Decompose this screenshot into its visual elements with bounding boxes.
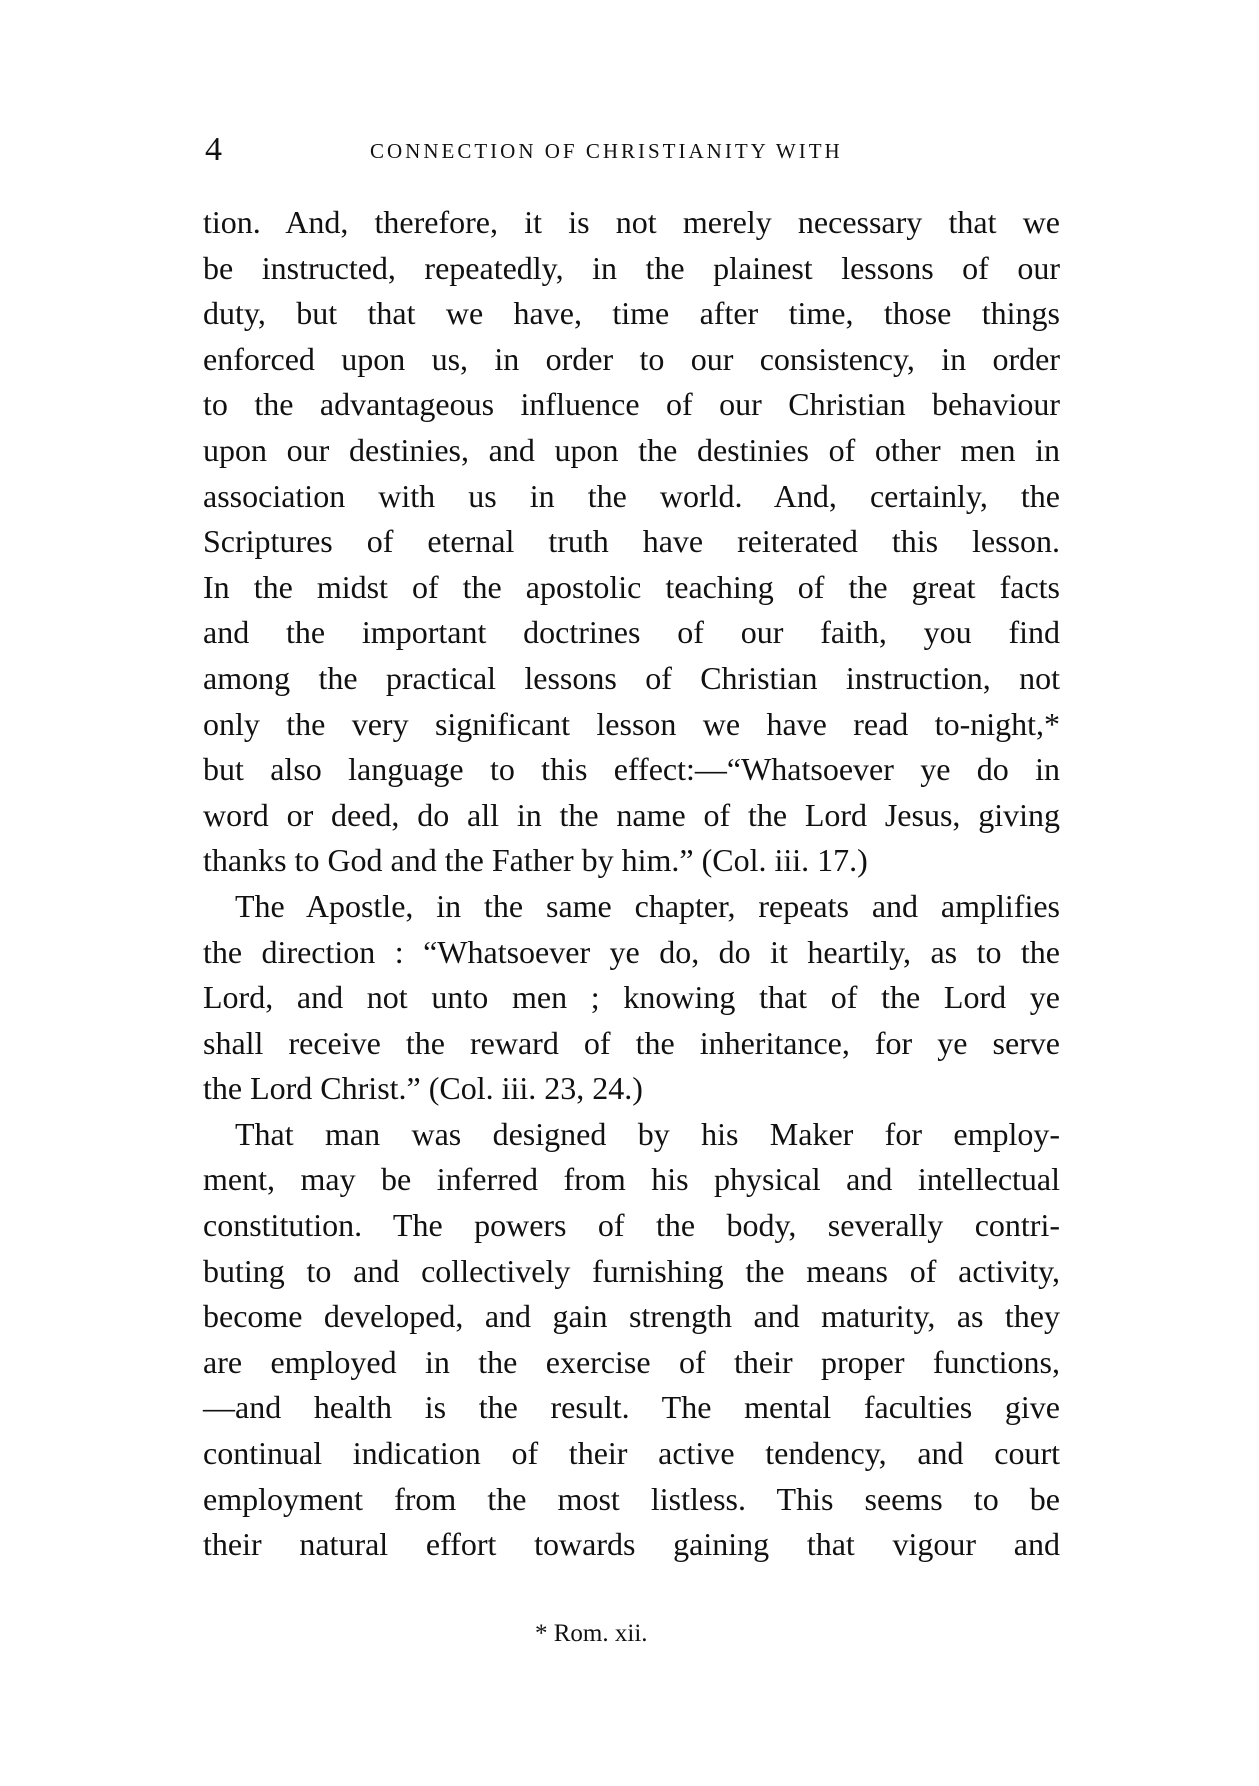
text-line: enforced upon us, in order to our consistency, in order — [203, 340, 1060, 377]
text-line: employment from the most listless. This seems to be — [203, 1480, 1060, 1517]
text-line: Scriptures of eternal truth have reiterated this lesson. — [203, 523, 1060, 560]
text-line: buting to and collectively furnishing the means of activity, — [203, 1252, 1060, 1289]
text-line: the direction : “Whatsoever ye do, do it heartily, as to the — [203, 933, 1060, 970]
text-line: become developed, and gain strength and maturity, as they — [203, 1298, 1060, 1335]
text-line: In the midst of the apostolic teaching of the great facts — [203, 568, 1060, 605]
text-line: and the important doctrines of our faith, you find — [203, 614, 1060, 651]
text-line: continual indication of their active tendency, and court — [203, 1435, 1060, 1472]
text-line: but also language to this effect:—“Whatsoever ye do in — [203, 751, 1060, 788]
text-line: ment, may be inferred from his physical and intellectual — [203, 1161, 1060, 1198]
text-line: word or deed, do all in the name of the Lord Jesus, giving — [203, 796, 1060, 833]
paragraph-first-line: The Apostle, in the same chapter, repeats and amplifies — [235, 887, 1060, 924]
paragraph-first-line: That man was designed by his Maker for employ- — [235, 1115, 1060, 1152]
text-line: duty, but that we have, time after time, those things — [203, 295, 1060, 332]
text-line: upon our destinies, and upon the destinies of other men in — [203, 431, 1060, 468]
text-line: their natural effort towards gaining that vigour and — [203, 1526, 1060, 1563]
running-head — [205, 130, 1055, 170]
body-text — [203, 200, 1060, 1568]
text-line: among the practical lessons of Christian instruction, not — [203, 659, 1060, 696]
text-line: to the advantageous influence of our Christian behaviour — [203, 386, 1060, 423]
text-line: thanks to God and the Father by him.” (Col. iii. 17.) — [203, 842, 868, 879]
page-number: 4 — [205, 131, 222, 168]
text-line: Lord, and not unto men ; knowing that of the Lord ye — [203, 979, 1060, 1016]
footnote: * Rom. xii. — [535, 1620, 648, 1647]
text-line: only the very significant lesson we have read to-night,* — [203, 705, 1060, 742]
text-line: constitution. The powers of the body, severally contri- — [203, 1207, 1060, 1244]
text-line: shall receive the reward of the inheritance, for ye serve — [203, 1024, 1060, 1061]
text-line: be instructed, repeatedly, in the plainest lessons of our — [203, 249, 1060, 286]
running-title: CONNECTION OF CHRISTIANITY WITH — [370, 139, 843, 163]
text-line: association with us in the world. And, certainly, the — [203, 477, 1060, 514]
text-line: tion. And, therefore, it is not merely necessary that we — [203, 204, 1060, 240]
text-line: —and health is the result. The mental faculties give — [203, 1389, 1060, 1426]
text-line: the Lord Christ.” (Col. iii. 23, 24.) — [203, 1070, 643, 1107]
text-line: are employed in the exercise of their proper functions, — [203, 1343, 1060, 1380]
